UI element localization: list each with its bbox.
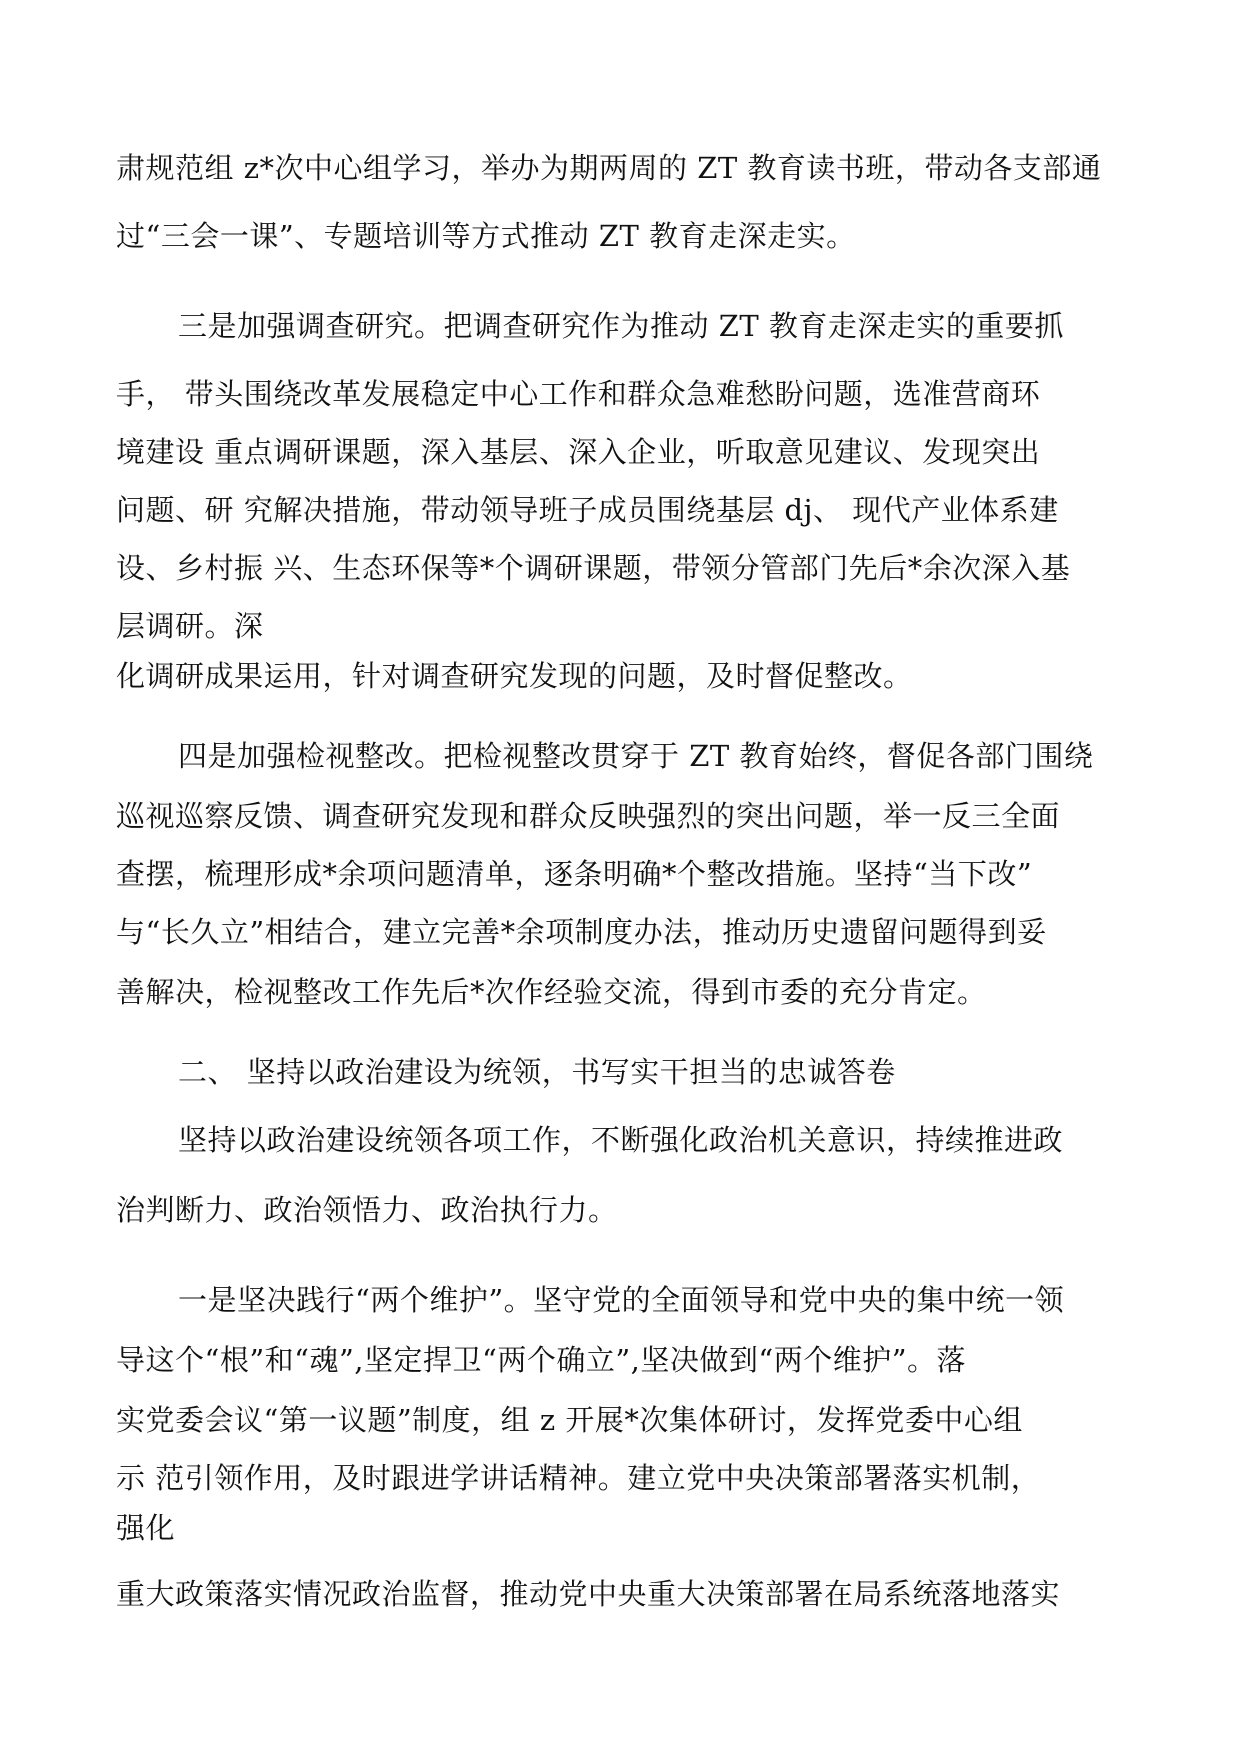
text-line: 重大政策落实情况政治监督，推动党中央重大决策部署在局系统落地落实 — [116, 1577, 1061, 1611]
text-line: 过“三会一课”、专题培训等方式推动 ZT 教育走深走实。 — [116, 219, 856, 253]
text-line: 设、乡村振 兴、生态环保等*个调研课题，带领分管部门先后*余次深入基 — [116, 551, 1071, 585]
text-line: 查摆，梳理形成*余项问题清单，逐条明确*个整改措施。坚持“当下改” — [116, 857, 1033, 891]
text-line: 化调研成果运用，针对调查研究发现的问题，及时督促整改。 — [116, 659, 913, 693]
text-line: 实党委会议“第一议题”制度，组 z 开展*次集体研讨，发挥党委中心组 — [116, 1403, 1023, 1437]
text-line: 治判断力、政治领悟力、政治执行力。 — [116, 1193, 618, 1227]
text-line: 三是加强调查研究。把调查研究作为推动 ZT 教育走深走实的重要抓 — [178, 309, 1064, 343]
text-line: 巡视巡察反馈、调查研究发现和群众反映强烈的突出问题，举一反三全面 — [116, 799, 1061, 833]
text-line: 手， 带头围绕改革发展稳定中心工作和群众急难愁盼问题，选准营商环 — [116, 377, 1041, 411]
text-line: 问题、研 究解决措施，带动领导班子成员围绕基层 dj、 现代产业体系建 — [116, 493, 1059, 527]
text-line: 四是加强检视整改。把检视整改贯穿于 ZT 教育始终，督促各部门围绕 — [178, 739, 1094, 773]
text-line: 一是坚决践行“两个维护”。坚守党的全面领导和党中央的集中统一领 — [178, 1283, 1065, 1317]
text-line: 导这个“根”和“魂”,坚定捍卫“两个确立”,坚决做到“两个维护”。落 — [116, 1343, 967, 1377]
text-line: 境建设 重点调研课题，深入基层、深入企业，听取意见建议、发现突出 — [116, 435, 1041, 469]
text-line: 示 范引领作用，及时跟进学讲话精神。建立党中央决策部署落实机制， — [116, 1461, 1041, 1495]
text-line: 肃规范组 z*次中心组学习，举办为期两周的 ZT 教育读书班，带动各支部通 — [116, 151, 1102, 185]
text-line: 层调研。深 — [116, 609, 264, 643]
text-line: 强化 — [116, 1511, 176, 1545]
text-line: 善解决，检视整改工作先后*次作经验交流，得到市委的充分肯定。 — [116, 975, 987, 1009]
text-line: 坚持以政治建设统领各项工作，不断强化政治机关意识，持续推进政 — [178, 1123, 1064, 1157]
section-heading: 二、 坚持以政治建设为统领，书写实干担当的忠诚答卷 — [178, 1055, 896, 1089]
text-line: 与“长久立”相结合，建立完善*余项制度办法，推动历史遗留问题得到妥 — [116, 915, 1047, 949]
